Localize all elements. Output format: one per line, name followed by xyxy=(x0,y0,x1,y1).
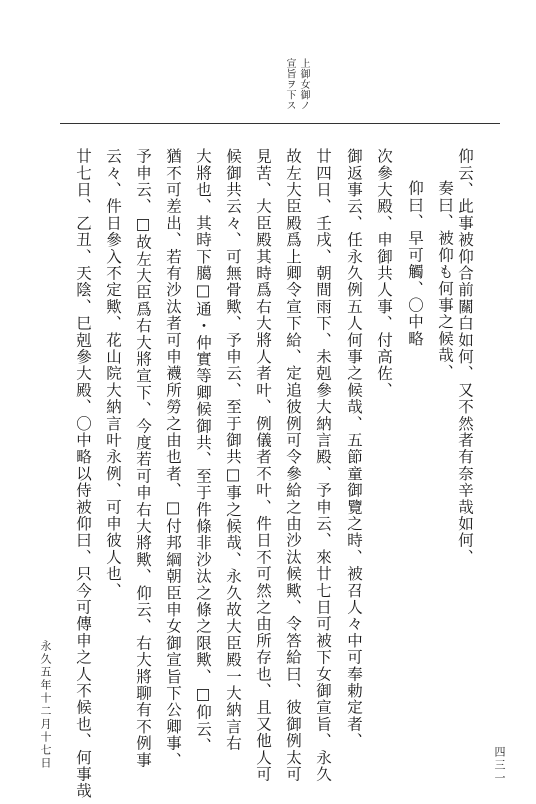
text-column-6: 廿四日、壬戌、朝間雨下、未剋參大納言殿、予申云、來廿七日可被下女御宣旨、永久 xyxy=(314,148,332,783)
footer-date: 永久五年十二月十七日 xyxy=(39,640,52,770)
text-column-1: 仰云、此事被仰合前關白如何、又不然者有奈辛哉如何、 xyxy=(456,148,474,566)
text-column-4: 次參大殿、申御共人事、付高佐、 xyxy=(375,148,393,399)
header-note-1: 上御女御ノ xyxy=(298,58,309,111)
text-column-2: 奏曰、被仰も何事之候哉、 xyxy=(436,180,454,381)
text-column-7: 故左大臣殿爲上卿令宣下給、定追彼例可令參給之由沙汰候歟、令答給曰、彼御例太可 xyxy=(284,148,302,783)
text-column-11: 猶不可差出、若有沙汰者可申襪所勞之由也者、□付邦綱朝臣申女御宣旨下公卿事、 xyxy=(164,148,182,769)
header-note-2: 宣旨ヲ下ス xyxy=(284,58,295,111)
text-column-8: 見苦、大臣殿其時爲右大將人者叶、例儀者不叶、件日不可然之由所存也、且又他人可 xyxy=(254,148,272,783)
text-column-9: 候御共云々、可無骨歟、予申云、至于御共□事之候哉、永久故大臣殿一大納言右 xyxy=(224,148,242,752)
text-column-3: 仰曰、早可觸、〇中略 xyxy=(406,180,424,347)
text-column-14: 廿七日、乙丑、天陰、巳剋參大殿、〇中略以侍被仰曰、只今可傳申之人不候也、何事哉 xyxy=(74,148,92,800)
page-number: 四三一 xyxy=(493,746,506,785)
header-rule xyxy=(60,123,500,124)
text-column-13: 云々、件日參入不定歟、花山院大納言叶永例、可申彼人也、 xyxy=(104,148,122,599)
text-column-10: 大將也、其時下臈□通・仲實等卿候御共、至于件條非沙汰之條之限歟、□仰云、 xyxy=(194,148,212,755)
text-column-5: 御返事云、任永久例五人何事之候哉、五節童御覽之時、被召人々中可奉勅定者、 xyxy=(345,148,363,750)
text-column-12: 予申云、□故左大臣爲右大將宣下、今度若可申右大將歟、仰云、右大將聊有不例事 xyxy=(134,148,152,769)
